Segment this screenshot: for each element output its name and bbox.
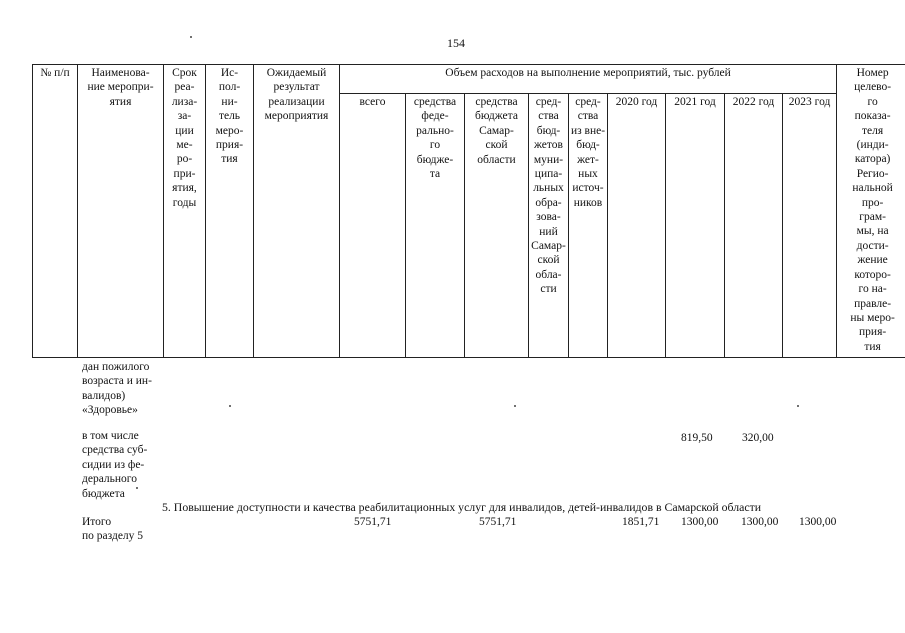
header-term: Срок реа- лиза- за- ции ме- ро- при- ятия, годы [164, 65, 206, 358]
total-label: Итого по разделу 5 [82, 516, 144, 543]
total-2021-value: 1300,00 [681, 516, 719, 528]
total-regional-value: 5751,71 [479, 516, 517, 528]
subheader-year-2021: 2021 год [666, 94, 725, 358]
subheader-extrabudget: сред- ства из вне- бюд- жет- ных источ- ников [569, 94, 608, 358]
scan-speck [514, 405, 516, 407]
subheader-federal: средства феде- рально- го бюдже- та [406, 94, 465, 358]
including-2021-value: 819,50 [681, 432, 713, 444]
subheader-municipal: сред- ства бюд- жетов муни- ципа- льных обра- зова- ний Самар- ской обла- сти [529, 94, 569, 358]
scan-speck [136, 487, 138, 489]
row-continuation-label: дан пожилого возраста и ин- валидов) «Здоровье» [82, 361, 152, 417]
page-number: 154 [447, 36, 465, 50]
header-table [32, 64, 905, 358]
section-title: 5. Повышение доступности и качества реабилитационных услуг для инвалидов, детей-инвалидов в Самарской области [162, 500, 762, 514]
total-2023-value: 1300,00 [799, 516, 837, 528]
row-including-label: в том числе средства суб- сидии из фе- дерального бюджета [82, 430, 148, 500]
subheader-year-2022: 2022 год [725, 94, 783, 358]
subheader-total: всего [340, 94, 406, 358]
header-result: Ожидаемый результат реализации мероприятия [254, 65, 340, 358]
scan-speck [229, 405, 231, 407]
header-name: Наименова- ние меропри- ятия [78, 65, 164, 358]
header-target: Номер целево- го показа- теля (инди- катора) Регио- нальной про- грам- мы, на дости- жение которо- го на- правле- ны меро- прия- тия [837, 65, 905, 358]
scan-speck [190, 36, 192, 38]
subheader-regional: средства бюджета Самар- ской области [465, 94, 529, 358]
header-executor: Ис- пол- ни- тель меро- прия- тия [206, 65, 254, 358]
header-volume: Объем расходов на выполнение мероприятий, тыс. рублей [340, 65, 837, 94]
subheader-year-2020: 2020 год [608, 94, 666, 358]
subheader-year-2023: 2023 год [783, 94, 837, 358]
total-all-value: 5751,71 [354, 516, 392, 528]
header-num: № п/п [33, 65, 78, 358]
scan-speck [797, 405, 799, 407]
total-2020-value: 1851,71 [622, 516, 660, 528]
including-2022-value: 320,00 [742, 432, 774, 444]
total-2022-value: 1300,00 [741, 516, 779, 528]
